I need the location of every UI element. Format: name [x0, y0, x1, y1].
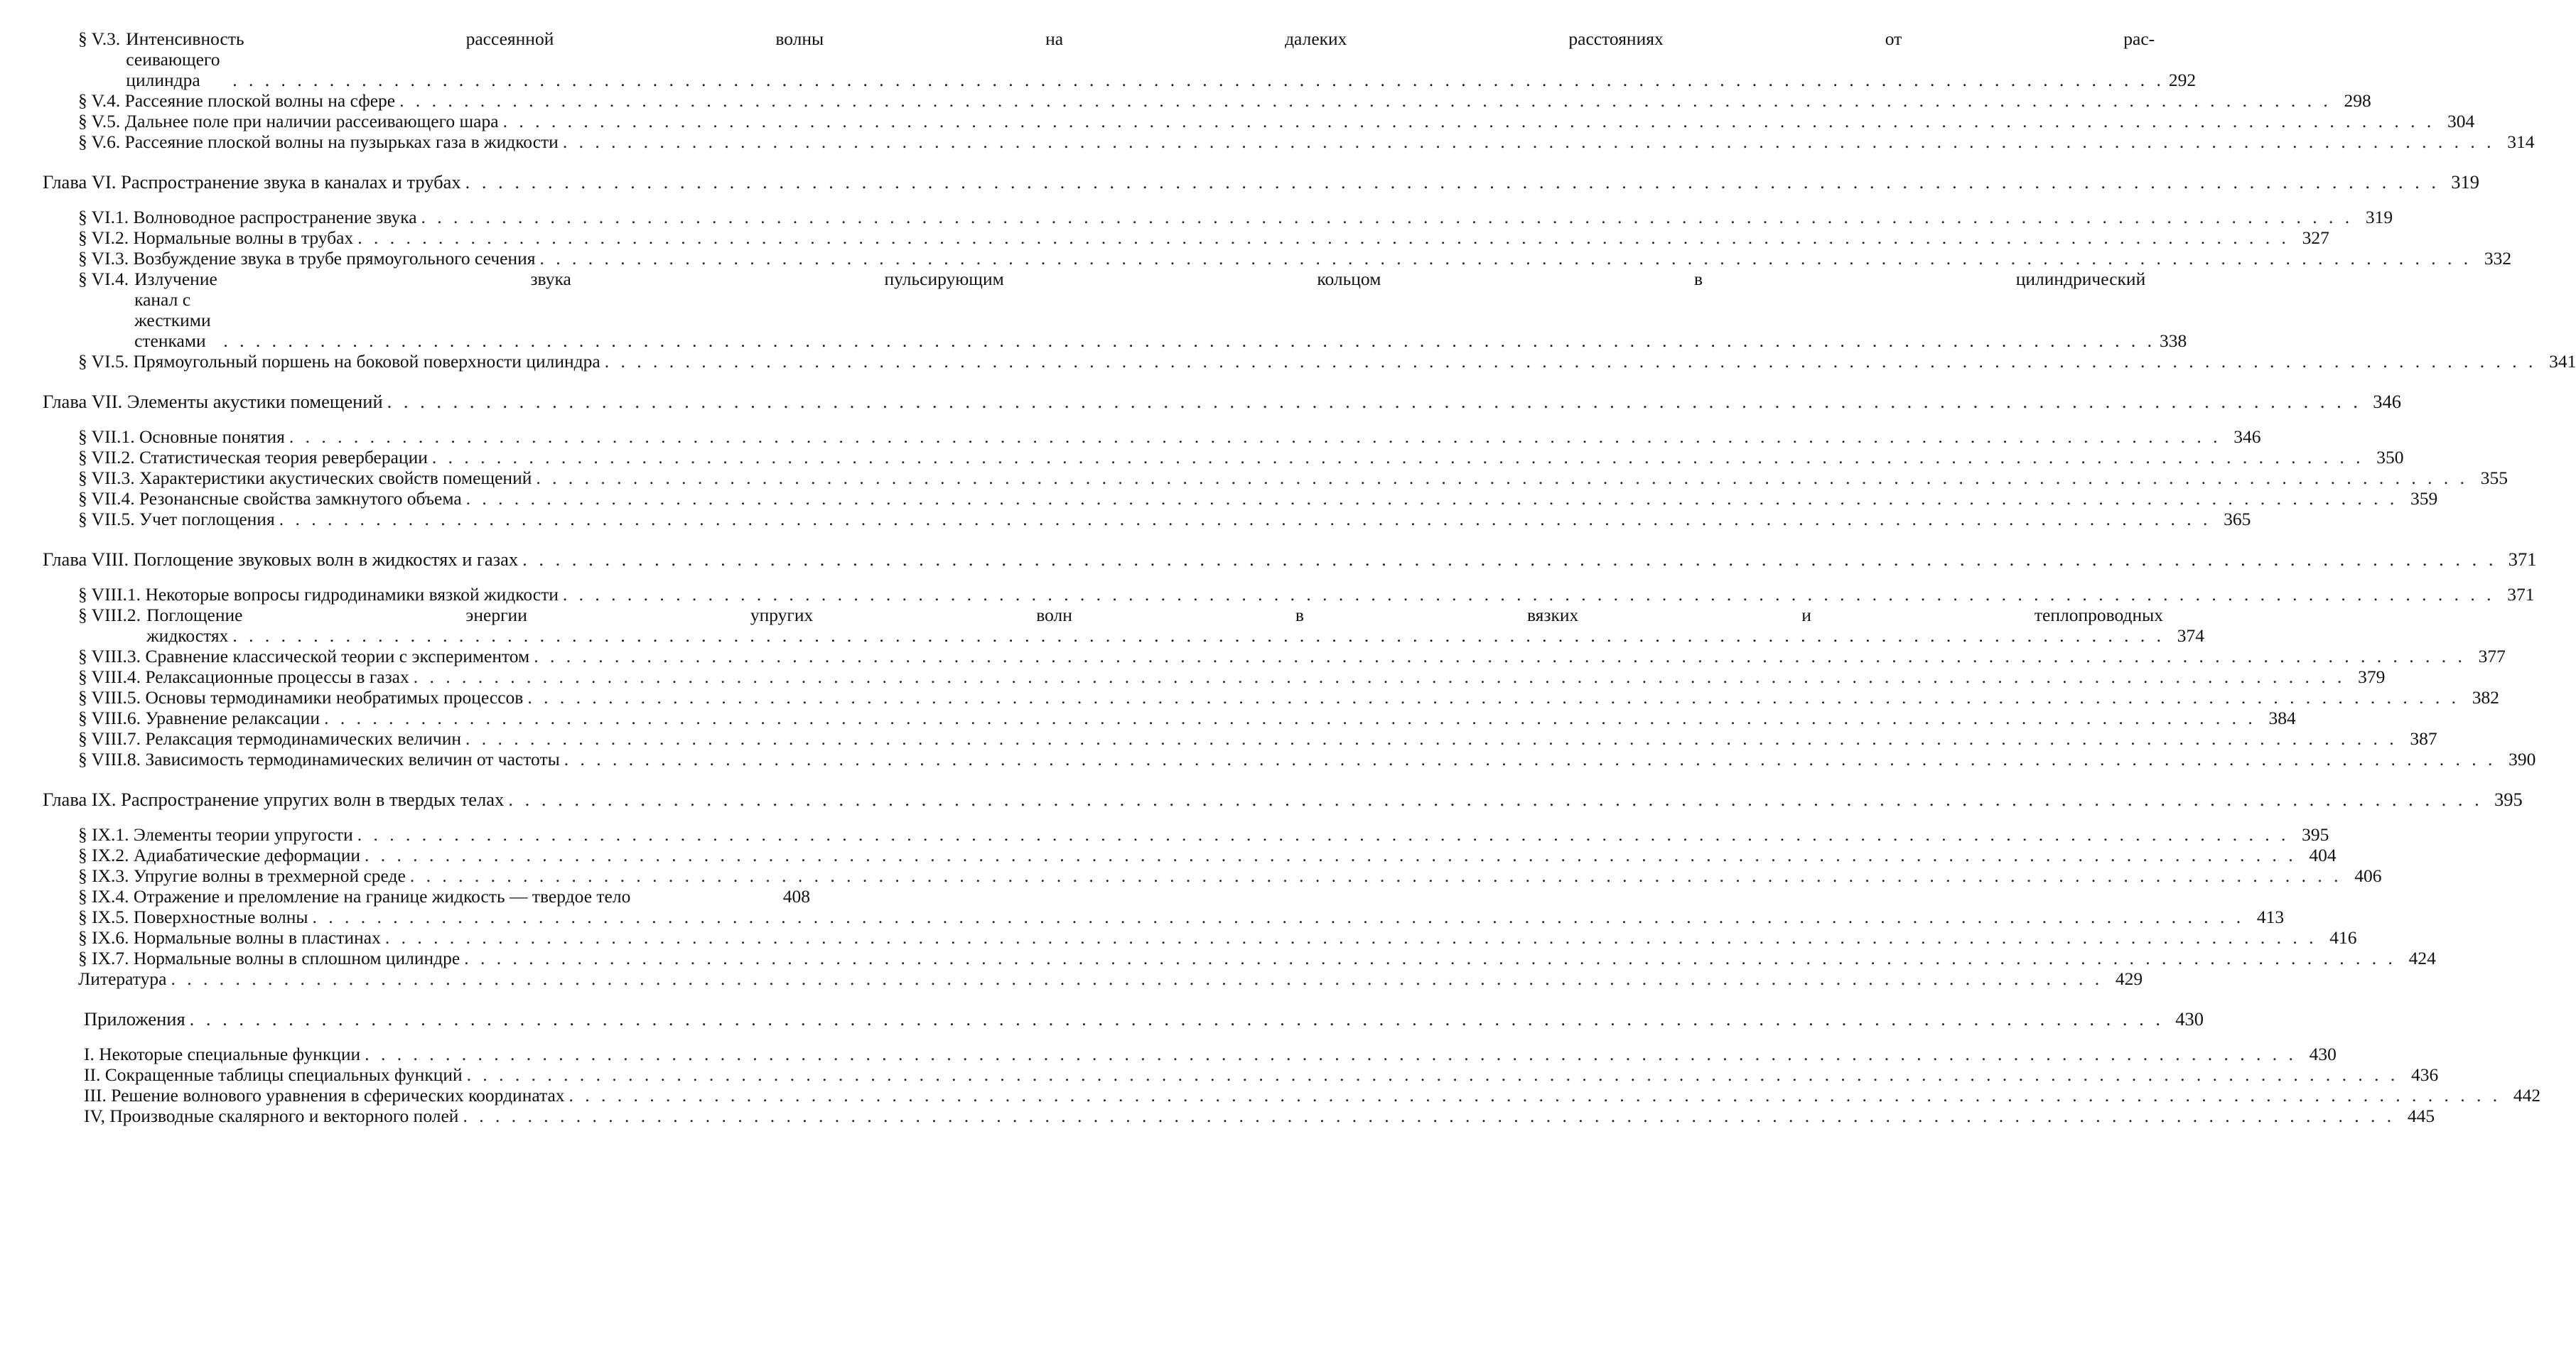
entry-page-number: 292: [2168, 70, 2197, 90]
toc-entry[interactable]: [43, 907, 2285, 927]
entry-page-number: 338: [2159, 330, 2187, 351]
dot-leader: . . . . . . . . . . . . . . . . . . . . . . . . . . . . . . . . . . . . . . . . . . . . . . . . . . . . . . . . . . . . . . . . . . . . . . . . . . . . . . . . . . . . . . . . . . . . . . . . . . . . . . . . . . . . . . . . . . . . . . . .: [357, 824, 2290, 845]
entry-page-number: 327: [2302, 227, 2329, 248]
section-number: § IX.1.: [78, 824, 129, 845]
entry-page-number: 304: [2447, 111, 2475, 131]
entry-page-number: 319: [2365, 207, 2393, 227]
entry-title: Уравнение релаксации: [145, 708, 320, 728]
section-number: § VI.2.: [78, 227, 129, 248]
entry-text: [78, 927, 381, 948]
chapter-page-number: 371: [2508, 549, 2537, 570]
entry-title: Релаксация термодинамических величин: [145, 728, 462, 749]
entry-page-number: 298: [2344, 90, 2371, 111]
toc-entry[interactable]: [43, 207, 2393, 227]
entry-page-number: 387: [2410, 728, 2437, 749]
toc-entry[interactable]: [43, 708, 2296, 728]
dot-leader: . . . . . . . . . . . . . . . . . . . . . . . . . . . . . . . . . . . . . . . . . . . . . . . . . . . . . . . . . . . . . . . . . . . . . . . . . . . . . . . . . . . . . . . . . . . . . . . . . . . . . . . . . . . . . . . . . . . . . . . .: [399, 90, 2332, 111]
toc-entry[interactable]: [43, 824, 2329, 845]
chapter-title: Приложения: [84, 1008, 185, 1030]
entry-title: Релаксационные процессы в газах: [145, 666, 409, 687]
entry-title-line-2: [126, 49, 2196, 90]
section-number: § IX.3.: [78, 865, 129, 886]
section-list: [43, 1044, 2541, 1126]
entry-title: Решение волнового уравнения в сферических координатах: [111, 1085, 565, 1106]
dot-leader: . . . . . . . . . . . . . . . . . . . . . . . . . . . . . . . . . . . . . . . . . . . . . . . . . . . . . . . . . . . . . . . . . . . . . . . . . . . . . . . . . . . . . . . . . . . . . . . . . . . . . . . . . . . . . . . . . . . . . . . .: [223, 330, 2155, 351]
toc-entry[interactable]: [43, 845, 2337, 865]
entry-page-number: 406: [2354, 865, 2382, 886]
dot-leader: . . . . . . . . . . . . . . . . . . . . . . . . . . . . . . . . . . . . . . . . . . . . . . . . . . . . . . . . . . . . . . . . . . . . . . . . . . . . . . . . . . . . . . . . . . . . . . . . . . . . . . . . . . . . . . . . . . . . . . . .: [189, 1008, 2165, 1030]
entry-text: [84, 1085, 565, 1106]
entry-page-number: 359: [2410, 488, 2438, 509]
entry-title: Нормальные волны в трубах: [133, 227, 354, 248]
entry-text: [78, 111, 499, 131]
toc-entry[interactable]: [43, 447, 2404, 468]
section-number: § VIII.4.: [78, 666, 141, 687]
entry-page-number: 377: [2478, 646, 2506, 666]
entry-title: Дальнее поле при наличии рассеивающего шара: [124, 111, 499, 131]
entry-page-number: 442: [2513, 1085, 2541, 1106]
toc-group: [43, 789, 2523, 989]
dot-leader: . . . . . . . . . . . . . . . . . . . . . . . . . . . . . . . . . . . . . . . . . . . . . . . . . . . . . . . . . . . . . . . . . . . . . . . . . . . . . . . . . . . . . . . . . . . . . . . . . . . . . . . . . . . . . . . . . . . . . . . .: [522, 549, 2497, 570]
entry-page-number: 430: [2309, 1044, 2337, 1064]
entry-text: [78, 948, 460, 968]
entry-page-number: 429: [2115, 968, 2143, 989]
entry-text: [78, 666, 409, 687]
section-number: § VI.5.: [78, 351, 129, 372]
entry-title: Нормальные волны в сплошном цилиндре: [133, 948, 460, 968]
entry-title: Рассеяние плоской волны на пузырьках газа в жидкости: [124, 131, 559, 152]
entry-title-line-2: [146, 625, 2204, 646]
dot-leader: . . . . . . . . . . . . . . . . . . . . . . . . . . . . . . . . . . . . . . . . . . . . . . . . . . . . . . . . . . . . . . . . . . . . . . . . . . . . . . . . . . . . . . . . . . . . . . . . . . . . . . . . . . . . . . . . . . . . . . . .: [562, 131, 2495, 152]
entry-title: Адиабатические деформации: [133, 845, 360, 865]
chapter-heading: [43, 171, 2480, 193]
section-number: § VI.4.: [78, 269, 129, 289]
chapter-heading: [43, 789, 2523, 810]
entry-page-number: 314: [2507, 131, 2535, 152]
entry-text: [78, 248, 536, 269]
dot-leader: . . . . . . . . . . . . . . . . . . . . . . . . . . . . . . . . . . . . . . . . . . . . . . . . . . . . . . . . . . . . . . . . . . . . . . . . . . . . . . . . . . . . . . . . . . . . . . . . . . . . . . . . . . . . . . . . . . . . . . . .: [465, 171, 2440, 193]
entry-text: [78, 468, 532, 488]
entry-page-number: 355: [2480, 468, 2508, 488]
entry-title: Нормальные волны в пластинах: [133, 927, 381, 948]
entry-text: [84, 1106, 458, 1126]
entry-text: [78, 749, 560, 769]
entry-page-number: 341: [2549, 351, 2576, 372]
entry-text: [78, 708, 320, 728]
entry-title-continuation: канал с жесткими стенками: [134, 289, 211, 351]
dot-leader: . . . . . . . . . . . . . . . . . . . . . . . . . . . . . . . . . . . . . . . . . . . . . . . . . . . . . . . . . . . . . . . . . . . . . . . . . . . . . . . . . . . . . . . . . . . . . . . . . . . . . . . . . . . . . . . . . . . . . . . .: [466, 1064, 2399, 1085]
entry-page-number: 365: [2224, 509, 2251, 529]
entry-title: Возбуждение звука в трубе прямоугольного сечения: [133, 248, 536, 269]
toc-entry[interactable]: [43, 968, 2143, 989]
entry-text: [78, 488, 462, 509]
chapter-row[interactable]: [43, 549, 2537, 570]
entry-text: [78, 509, 275, 529]
entry-text: [78, 907, 308, 927]
entry-title: Упругие волны в трехмерной среде: [133, 865, 406, 886]
chapter-title: Глава VII. Элементы акустики помещений: [43, 391, 383, 412]
section-number: II.: [84, 1064, 101, 1085]
toc-entry[interactable]: [43, 584, 2535, 605]
dot-leader: . . . . . . . . . . . . . . . . . . . . . . . . . . . . . . . . . . . . . . . . . . . . . . . . . . . . . . . . . . . . . . . . . . . . . . . . . . . . . . . . . . . . . . . . . . . . . . . . . . . . . . . . . . . . . . . . . . . . . . . .: [413, 666, 2346, 687]
entry-page-number: 379: [2358, 666, 2386, 687]
toc-entry[interactable]: [43, 227, 2329, 248]
entry-title-line-1: Поглощение энергии упругих волн в вязких и теплопроводных: [146, 605, 2164, 625]
section-number: § VIII.6.: [78, 708, 141, 728]
chapter-page-number: 430: [2175, 1008, 2204, 1030]
entry-text: [78, 351, 600, 372]
dot-leader: . . . . . . . . . . . . . . . . . . . . . . . . . . . . . . . . . . . . . . . . . . . . . . . . . . . . . . . . . . . . . . . . . . . . . . . . . . . . . . . . . . . . . . . . . . . . . . . . . . . . . . . . . . . . . . . . . . . . . . . .: [384, 927, 2317, 948]
section-number: § IX.5.: [78, 907, 129, 927]
dot-leader: . . . . . . . . . . . . . . . . . . . . . . . . . . . . . . . . . . . . . . . . . . . . . . . . . . . . . . . . . . . . . . . . . . . . . . . . . . . . . . . . . . . . . . . . . . . . . . . . . . . . . . . . . . . . . . . . . . . . . . . .: [364, 845, 2297, 865]
dot-leader: . . . . . . . . . . . . . . . . . . . . . . . . . . . . . . . . . . . . . . . . . . . . . . . . . . . . . . . . . . . . . . . . . . . . . . . . . . . . . . . . . . . . . . . . . . . . . . . . . . . . . . . . . . . . . . . . . . . . . . . .: [365, 1044, 2297, 1064]
entry-page-number: 332: [2484, 248, 2512, 269]
toc-entry[interactable]: [43, 111, 2475, 131]
entry-title: Волноводное распространение звука: [133, 207, 417, 227]
dot-leader: . . . . . . . . . . . . . . . . . . . . . . . . . . . . . . . . . . . . . . . . . . . . . . . . . . . . . . . . . . . . . . . . . . . . . . . . . . . . . . . . . . . . . . . . . . . . . . . . . . . . . . . . . . . . . . . . . . . . . . . .: [357, 227, 2290, 248]
entry-body: [126, 28, 2196, 90]
toc-entry[interactable]: [43, 1064, 2439, 1085]
toc-group: [43, 391, 2508, 529]
entry-text: [78, 646, 529, 666]
entry-page-number: 413: [2256, 907, 2285, 927]
entry-page-number: 384: [2268, 708, 2296, 728]
dot-leader: . . . . . . . . . . . . . . . . . . . . . . . . . . . . . . . . . . . . . . . . . . . . . . . . . . . . . . . . . . . . . . . . . . . . . . . . . . . . . . . . . . . . . . . . . . . . . . . . . . . . . . . . . . . . . . . . . . . . . . . .: [387, 391, 2362, 412]
section-number: § V.5.: [78, 111, 121, 131]
toc-group: [43, 28, 2535, 152]
entry-title-line-1: Излучение звука пульсирующим кольцом в цилиндрический: [134, 269, 2146, 289]
entry-title: Сравнение классической теории с экспериментом: [145, 646, 530, 666]
entry-text: [78, 824, 353, 845]
dot-leader: . . . . . . . . . . . . . . . . . . . . . . . . . . . . . . . . . . . . . . . . . . . . . . . . . . . . . . . . . . . . . . . . . . . . . . . . . . . . . . . . . . . . . . . . . . . . . . . . . . . . . . . . . . . . . . . . . . . . . . . .: [232, 625, 2165, 646]
section-number: § IX.7.: [78, 948, 129, 968]
toc-entry[interactable]: [43, 248, 2512, 269]
dot-leader: . . . . . . . . . . . . . . . . . . . . . . . . . . . . . . . . . . . . . . . . . . . . . . . . . . . . . . . . . . . . . . . . . . . . . . . . . . . . . . . . . . . . . . . . . . . . . . . . . . . . . . . . . . . . . . . . . . . . . . . .: [562, 584, 2495, 605]
entry-text: [78, 865, 406, 886]
dot-leader: . . . . . . . . . . . . . . . . . . . . . . . . . . . . . . . . . . . . . . . . . . . . . . . . . . . . . . . . . . . . . . . . . . . . . . . . . . . . . . . . . . . . . . . . . . . . . . . . . . . . . . . . . . . . . . . . . . . . . . . .: [508, 789, 2483, 810]
toc-entry[interactable]: [43, 90, 2371, 111]
entry-title: Рассеяние плоской волны на сфере: [124, 90, 396, 111]
entry-page-number: 424: [2408, 948, 2436, 968]
dot-leader: . . . . . . . . . . . . . . . . . . . . . . . . . . . . . . . . . . . . . . . . . . . . . . . . . . . . . . . . . . . . . . . . . . . . . . . . . . . . . . . . . . . . . . . . . . . . . . . . . . . . . . . . . . . . . . . . . . . . . . . .: [539, 248, 2472, 269]
chapter-row[interactable]: [43, 789, 2523, 810]
entry-text: [78, 886, 630, 907]
toc-entry[interactable]: [43, 687, 2499, 708]
dot-leader: . . . . . . . . . . . . . . . . . . . . . . . . . . . . . . . . . . . . . . . . . . . . . . . . . . . . . . . . . . . . . . . . . . . . . . . . . . . . . . . . . . . . . . . . . . . . . . . . . . . . . . . . . . . . . . . . . . . . . . . .: [527, 687, 2459, 708]
toc-entry[interactable]: [43, 948, 2436, 968]
toc-entry[interactable]: [43, 1106, 2435, 1126]
table-of-contents: [43, 28, 2576, 1126]
entry-text: [78, 968, 166, 989]
entry-text: [84, 1064, 463, 1085]
entry-page-number: 408: [782, 886, 810, 907]
toc-entry[interactable]: [43, 28, 2197, 90]
section-list: [43, 28, 2535, 152]
chapter-row[interactable]: [43, 391, 2402, 412]
entry-text: [78, 447, 428, 468]
entry-text: [84, 1044, 360, 1064]
toc-entry[interactable]: [43, 605, 2205, 646]
entry-page-number: 350: [2376, 447, 2404, 468]
dot-leader: . . . . . . . . . . . . . . . . . . . . . . . . . . . . . . . . . . . . . . . . . . . . . . . . . . . . . . . . . . . . . . . . . . . . . . . . . . . . . . . . . . . . . . . . . . . . . . . . . . . . . . . . . . . . . . . . . . . . . . . .: [279, 509, 2211, 529]
section-number: § VIII.2.: [78, 605, 141, 625]
toc-entry[interactable]: [43, 927, 2357, 948]
entry-title: Статистическая теория реверберации: [139, 447, 428, 468]
section-number: § VIII.5.: [78, 687, 141, 708]
entry-title: Прямоугольный поршень на боковой поверхности цилиндра: [133, 351, 600, 372]
dot-leader: . . . . . . . . . . . . . . . . . . . . . . . . . . . . . . . . . . . . . . . . . . . . . . . . . . . . . . . . . . . . . . . . . . . . . . . . . . . . . . . . . . . . . . . . . . . . . . . . . . . . . . . . . . . . . . . . . . . . . . . .: [464, 948, 2396, 968]
section-number: § VIII.3.: [78, 646, 141, 666]
toc-entry[interactable]: [43, 728, 2437, 749]
entry-title: Производные скалярного и векторного полей: [109, 1106, 459, 1126]
entry-text: [78, 131, 559, 152]
toc-entry[interactable]: [43, 666, 2386, 687]
chapter-title: Глава VI. Распространение звука в каналах и трубах: [43, 171, 461, 193]
section-number: § VII.1.: [78, 426, 135, 447]
entry-page-number: 346: [2233, 426, 2261, 447]
chapter-heading: [43, 1008, 2204, 1030]
entry-text: [78, 584, 559, 605]
chapter-title: Глава IX. Распространение упругих волн в твердых телах: [43, 789, 505, 810]
entry-title: Сокращенные таблицы специальных функций: [104, 1064, 463, 1085]
section-number: § VIII.7.: [78, 728, 141, 749]
entry-title: Поверхностные волны: [133, 907, 308, 927]
entry-title-continuation: сеивающего цилиндра: [126, 49, 220, 90]
toc-entry[interactable]: [43, 351, 2576, 372]
toc-entry[interactable]: [43, 749, 2536, 769]
section-number: § VII.4.: [78, 488, 135, 509]
dot-leader: . . . . . . . . . . . . . . . . . . . . . . . . . . . . . . . . . . . . . . . . . . . . . . . . . . . . . . . . . . . . . . . . . . . . . . . . . . . . . . . . . . . . . . . . . . . . . . . . . . . . . . . . . . . . . . . . . . . . . . . .: [324, 708, 2256, 728]
entry-title-line-1: Интенсивность рассеянной волны на далеких расстояниях от рас-: [126, 28, 2155, 49]
section-number: § VII.3.: [78, 468, 135, 488]
toc-entry[interactable]: [43, 468, 2508, 488]
chapter-row[interactable]: [43, 171, 2480, 193]
dot-leader: . . . . . . . . . . . . . . . . . . . . . . . . . . . . . . . . . . . . . . . . . . . . . . . . . . . . . . . . . . . . . . . . . . . . . . . . . . . . . . . . . . . . . . . . . . . . . . . . . . . . . . . . . . . . . . . . . . . . . . . .: [465, 488, 2398, 509]
entry-page-number: 382: [2472, 687, 2499, 708]
dot-leader: . . . . . . . . . . . . . . . . . . . . . . . . . . . . . . . . . . . . . . . . . . . . . . . . . . . . . . . . . . . . . . . . . . . . . . . . . . . . . . . . . . . . . . . . . . . . . . . . . . . . . . . . . . . . . . . . . . . . . . . .: [289, 426, 2221, 447]
section-list: [43, 584, 2536, 769]
section-number: § IX.2.: [78, 845, 129, 865]
dot-leader: . . . . . . . . . . . . . . . . . . . . . . . . . . . . . . . . . . . . . . . . . . . . . . . . . . . . . . . . . . . . . . . . . . . . . . . . . . . . . . . . . . . . . . . . . . . . . . . . . . . . . . . . . . . . . . . . . . . . . . . .: [463, 1106, 2396, 1126]
section-number: § V.6.: [78, 131, 121, 152]
chapter-heading: [43, 391, 2402, 412]
dot-leader: . . . . . . . . . . . . . . . . . . . . . . . . . . . . . . . . . . . . . . . . . . . . . . . . . . . . . . . . . . . . . . . . . . . . . . . . . . . . . . . . . . . . . . . . . . . . . . . . . . . . . . . . . . . . . . . . . . . . . . . .: [568, 1085, 2501, 1106]
section-number: I.: [84, 1044, 95, 1064]
chapter-page-number: 319: [2451, 171, 2480, 193]
entry-page-number: 416: [2329, 927, 2357, 948]
chapter-page-number: 395: [2494, 789, 2523, 810]
toc-entry[interactable]: [43, 646, 2506, 666]
dot-leader: . . . . . . . . . . . . . . . . . . . . . . . . . . . . . . . . . . . . . . . . . . . . . . . . . . . . . . . . . . . . . . . . . . . . . . . . . . . . . . . . . . . . . . . . . . . . . . . . . . . . . . . . . . . . . . . . . . . . . . . .: [502, 111, 2435, 131]
entry-title-continuation: жидкостях: [146, 625, 229, 646]
dot-leader: . . . . . . . . . . . . . . . . . . . . . . . . . . . . . . . . . . . . . . . . . . . . . . . . . . . . . . . . . . . . . . . . . . . . . . . . . . . . . . . . . . . . . . . . . . . . . . . . . . . . . . . . . . . . . . . . . . . . . . . .: [409, 865, 2342, 886]
dot-leader: . . . . . . . . . . . . . . . . . . . . . . . . . . . . . . . . . . . . . . . . . . . . . . . . . . . . . . . . . . . . . . . . . . . . . . . . . . . . . . . . . . . . . . . . . . . . . . . . . . . . . . . . . . . . . . . . . . . . . . . .: [171, 968, 2103, 989]
toc-group: [43, 171, 2576, 372]
entry-page-number: 374: [2177, 625, 2205, 646]
dot-leader: . . . . . . . . . . . . . . . . . . . . . . . . . . . . . . . . . . . . . . . . . . . . . . . . . . . . . . . . . . . . . . . . . . . . . . . . . . . . . . . . . . . . . . . . . . . . . . . . . . . . . . . . . . . . . . . . . . . . . . . .: [534, 646, 2466, 666]
section-number: § VII.5.: [78, 509, 135, 529]
entry-title: Литература: [78, 968, 167, 989]
entry-title: Основы термодинамики необратимых процессов: [145, 687, 524, 708]
entry-page-number: 371: [2507, 584, 2535, 605]
entry-title: Элементы теории упругости: [133, 824, 353, 845]
chapter-page-number: 346: [2373, 391, 2402, 412]
section-number: IV,: [84, 1106, 105, 1126]
dot-leader: . . . . . . . . . . . . . . . . . . . . . . . . . . . . . . . . . . . . . . . . . . . . . . . . . . . . . . . . . . . . . . . . . . . . . . . . . . . . . . . . . . . . . . . . . . . . . . . . . . . . . . . . . . . . . . . . . . . . . . . .: [465, 728, 2398, 749]
dot-leader: . . . . . . . . . . . . . . . . . . . . . . . . . . . . . . . . . . . . . . . . . . . . . . . . . . . . . . . . . . . . . . . . . . . . . . . . . . . . . . . . . . . . . . . . . . . . . . . . . . . . . . . . . . . . . . . . . . . . . . . .: [421, 207, 2354, 227]
toc-entry[interactable]: [43, 865, 2382, 886]
dot-leader: . . . . . . . . . . . . . . . . . . . . . . . . . . . . . . . . . . . . . . . . . . . . . . . . . . . . . . . . . . . . . . . . . . . . . . . . . . . . . . . . . . . . . . . . . . . . . . . . . . . . . . . . . . . . . . . . . . . . . . . .: [312, 907, 2245, 927]
section-number: § IX.6.: [78, 927, 129, 948]
chapter-heading: [43, 549, 2537, 570]
entry-title-line-2: [134, 289, 2187, 351]
dot-leader: . . . . . . . . . . . . . . . . . . . . . . . . . . . . . . . . . . . . . . . . . . . . . . . . . . . . . . . . . . . . . . . . . . . . . . . . . . . . . . . . . . . . . . . . . . . . . . . . . . . . . . . . . . . . . . . . . . . . . . . .: [232, 70, 2165, 90]
section-number: § V.4.: [78, 90, 121, 111]
entry-title: Зависимость термодинамических величин от частоты: [145, 749, 560, 769]
dot-leader: . . . . . . . . . . . . . . . . . . . . . . . . . . . . . . . . . . . . . . . . . . . . . . . . . . . . . . . . . . . . . . . . . . . . . . . . . . . . . . . . . . . . . . . . . . . . . . . . . . . . . . . . . . . . . . . . . . . . . . . .: [564, 749, 2496, 769]
entry-text: [78, 426, 285, 447]
chapter-row[interactable]: [43, 1008, 2204, 1030]
entry-text: [78, 207, 417, 227]
section-list: [43, 207, 2576, 372]
entry-title: Отражение и преломление на границе жидкость — твердое тело: [133, 886, 631, 907]
entry-title: Характеристики акустических свойств помещений: [139, 468, 532, 488]
toc-entry[interactable]: [43, 131, 2535, 152]
toc-entry[interactable]: [43, 886, 810, 907]
chapter-title: Глава VIII. Поглощение звуковых волн в жидкостях и газах: [43, 549, 519, 570]
entry-title: Резонансные свойства замкнутого объема: [139, 488, 462, 509]
entry-title: Основные понятия: [139, 426, 285, 447]
entry-page-number: 395: [2302, 824, 2329, 845]
entry-page-number: 404: [2309, 845, 2337, 865]
entry-page-number: 436: [2411, 1064, 2439, 1085]
section-list: [43, 824, 2436, 989]
toc-entry[interactable]: [43, 269, 2187, 351]
toc-entry[interactable]: [43, 426, 2261, 447]
toc-entry[interactable]: [43, 488, 2438, 509]
section-number: III.: [84, 1085, 107, 1106]
toc-entry[interactable]: [43, 1085, 2541, 1106]
toc-entry[interactable]: [43, 1044, 2337, 1064]
toc-entry[interactable]: [43, 509, 2251, 529]
entry-page-number: 390: [2508, 749, 2536, 769]
dot-leader: . . . . . . . . . . . . . . . . . . . . . . . . . . . . . . . . . . . . . . . . . . . . . . . . . . . . . . . . . . . . . . . . . . . . . . . . . . . . . . . . . . . . . . . . . . . . . . . . . . . . . . . . . . . . . . . . . . . . . . . .: [604, 351, 2537, 372]
section-number: § VI.1.: [78, 207, 129, 227]
toc-group: [43, 549, 2537, 769]
section-number: § IX.4.: [78, 886, 129, 907]
entry-title: Некоторые специальные функции: [99, 1044, 361, 1064]
section-number: § VII.2.: [78, 447, 135, 468]
entry-title: Некоторые вопросы гидродинамики вязкой жидкости: [145, 584, 559, 605]
section-number: § VI.3.: [78, 248, 129, 269]
section-list: [43, 426, 2508, 529]
entry-text: [78, 687, 523, 708]
dot-leader: . . . . . . . . . . . . . . . . . . . . . . . . . . . . . . . . . . . . . . . . . . . . . . . . . . . . . . . . . . . . . . . . . . . . . . . . . . . . . . . . . . . . . . . . . . . . . . . . . . . . . . . . . . . . . . . . . . . . . . . .: [536, 468, 2468, 488]
entry-page-number: 445: [2407, 1106, 2435, 1126]
dot-leader: . . . . . . . . . . . . . . . . . . . . . . . . . . . . . . . . . . . . . . . . . . . . . . . . . . . . . . . . . . . . . . . . . . . . . . . . . . . . . . . . . . . . . . . . . . . . . . . . . . . . . . . . . . . . . . . . . . . . . . . .: [431, 447, 2364, 468]
entry-text: [78, 845, 360, 865]
entry-text: [78, 90, 395, 111]
entry-body: [146, 605, 2204, 646]
section-number: § VIII.8.: [78, 749, 141, 769]
toc-group: [43, 1008, 2541, 1126]
entry-title: Учет поглощения: [139, 509, 275, 529]
entry-text: [78, 227, 353, 248]
entry-body: [134, 269, 2187, 351]
section-number: § VIII.1.: [78, 584, 141, 605]
section-number: § V.3.: [78, 28, 121, 49]
entry-text: [78, 728, 461, 749]
